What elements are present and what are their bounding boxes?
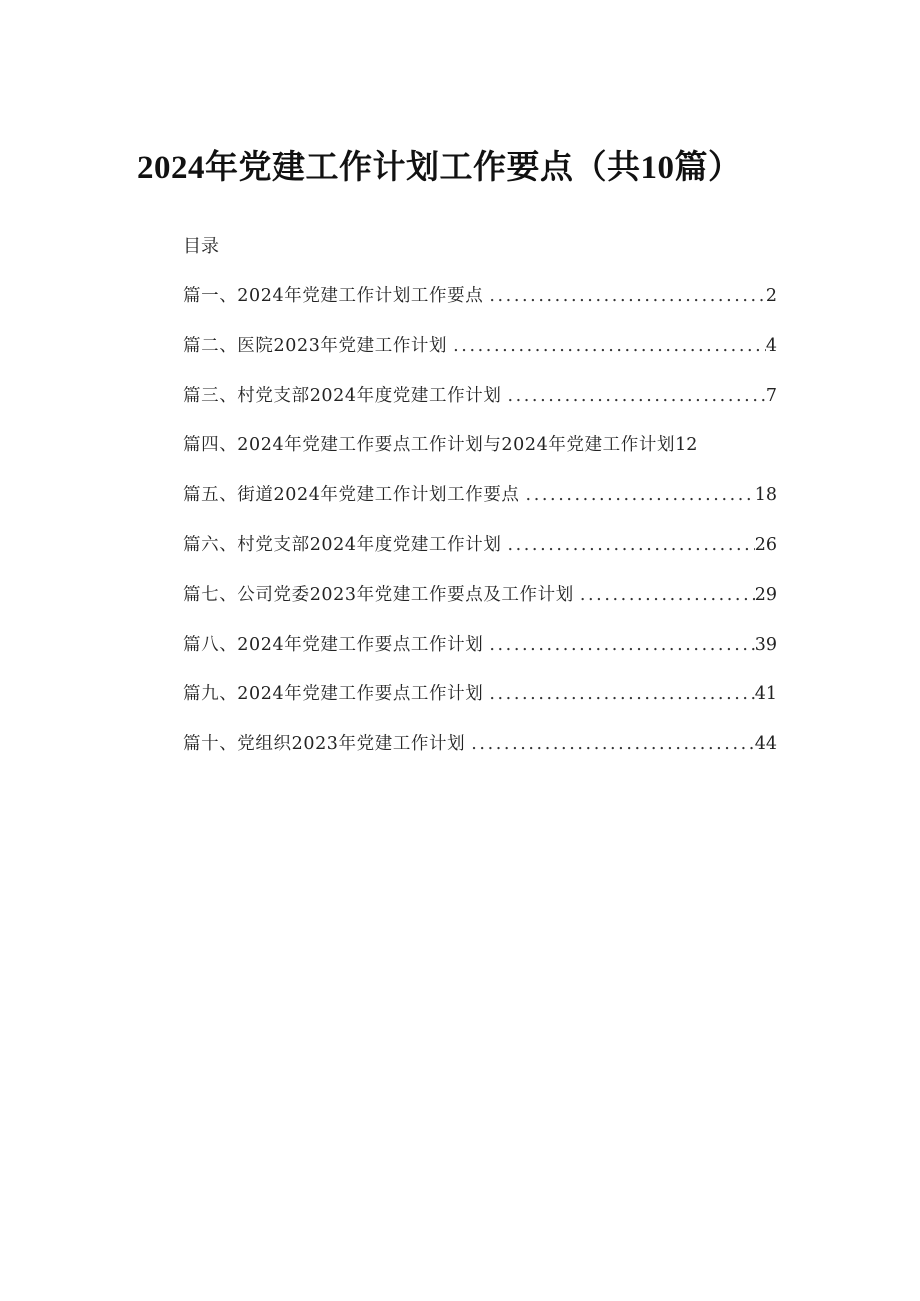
toc-entry[interactable] xyxy=(183,334,777,384)
toc-dot-leader xyxy=(501,384,765,408)
toc-page-number: 41 xyxy=(754,684,777,705)
toc-entry[interactable] xyxy=(183,732,777,782)
toc-dot-leader xyxy=(483,633,754,657)
toc-page-number: 44 xyxy=(754,734,777,755)
toc-page-number: 29 xyxy=(754,584,777,605)
toc-entry-label: 篇五、街道2024年党建工作计划工作要点 xyxy=(183,485,520,506)
toc-entry-label: 篇七、公司党委2023年党建工作要点及工作计划 xyxy=(183,584,574,605)
toc-page-number: 12 xyxy=(675,435,698,456)
toc-entry-label: 篇八、2024年党建工作要点工作计划 xyxy=(183,634,484,655)
toc-dot-leader xyxy=(447,334,766,358)
toc-entry[interactable] xyxy=(183,284,777,334)
toc-dot-leader xyxy=(574,583,755,607)
table-of-contents xyxy=(183,284,777,782)
toc-entry[interactable] xyxy=(183,633,777,683)
toc-entry-label: 篇九、2024年党建工作要点工作计划 xyxy=(183,684,484,705)
toc-entry[interactable] xyxy=(183,483,777,533)
toc-entry[interactable] xyxy=(183,533,777,583)
toc-page-number: 4 xyxy=(765,335,777,356)
toc-dot-leader xyxy=(501,533,754,557)
toc-dot-leader xyxy=(483,682,754,706)
toc-entry-label: 篇十、党组织2023年党建工作计划 xyxy=(183,734,466,755)
toc-entry[interactable] xyxy=(183,682,777,732)
toc-heading: 目录 xyxy=(183,236,219,257)
toc-entry-label: 篇一、2024年党建工作计划工作要点 xyxy=(183,286,484,306)
toc-page-number: 18 xyxy=(754,485,777,506)
toc-dot-leader xyxy=(465,732,754,756)
toc-entry-label: 篇三、村党支部2024年度党建工作计划 xyxy=(183,385,502,406)
toc-entry[interactable] xyxy=(183,384,777,434)
toc-entry-label: 篇二、医院2023年党建工作计划 xyxy=(183,335,448,356)
toc-dot-leader xyxy=(520,483,755,507)
toc-page-number: 39 xyxy=(754,634,777,655)
toc-page-number: 7 xyxy=(765,385,777,406)
toc-entry[interactable] xyxy=(183,583,777,633)
toc-page-number: 26 xyxy=(754,534,777,555)
toc-entry[interactable] xyxy=(183,433,777,483)
toc-dot-leader xyxy=(483,284,766,308)
toc-entry-label: 篇四、2024年党建工作要点工作计划与2024年党建工作计划 xyxy=(183,435,676,456)
toc-page-number: 2 xyxy=(765,286,777,306)
toc-entry-label: 篇六、村党支部2024年度党建工作计划 xyxy=(183,534,502,555)
document-title: 2024年党建工作计划工作要点（共10篇） xyxy=(137,150,742,186)
